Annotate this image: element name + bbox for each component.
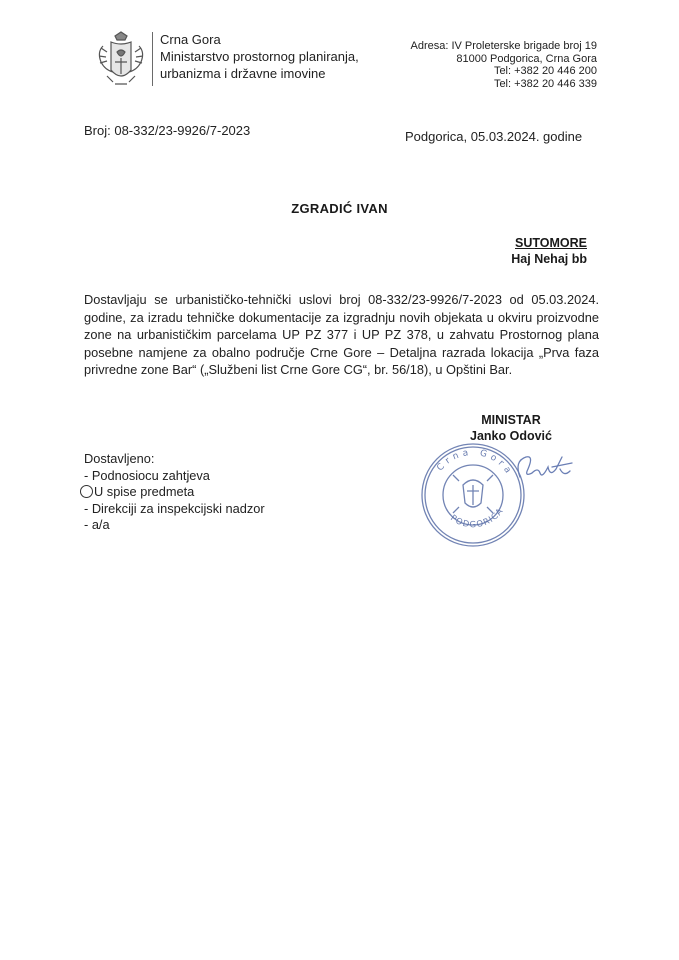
svg-text:Crna Gora — [435, 448, 514, 479]
ministry-name — [160, 31, 359, 82]
body-paragraph: Dostavljaju se urbanističko-tehnički uslovi broj 08-332/23-9926/7-2023 od 05.03.2024. godine, za izradu tehničke dokumentacije za izgradnju novih objekata u okviru proizvodne zone na urbanističkim parcelama UP PZ 377 i UP PZ 378, u zahvatu Prostornog plana posebne namjene za obalno područje Crne Gore – Detaljna razrada lokacija „Prva faza privredne zone Bar“ („Službeni list Crne Gore CG“, br. 56/18), u Opštini Bar. — [84, 292, 599, 377]
ministry-title-line1: Ministarstvo prostornog planiranja, — [160, 49, 359, 64]
ministry-country: Crna Gora — [160, 32, 221, 47]
handwritten-signature — [506, 447, 576, 493]
address-phone-2: Tel: +382 20 446 339 — [493, 77, 597, 90]
distribution-item — [84, 484, 265, 501]
signer-block — [470, 412, 552, 444]
address-phone-1: Tel: +382 20 446 200 — [493, 65, 597, 77]
signer-title: MINISTAR — [481, 413, 541, 427]
ministry-address — [411, 40, 598, 90]
distribution-heading: Dostavljeno: — [84, 451, 155, 466]
recipient-street: Haj Nehaj bb — [511, 252, 587, 266]
recipient-address — [511, 235, 587, 267]
circle-mark-icon — [80, 485, 93, 498]
recipient-name: ZGRADIĆ IVAN — [291, 201, 388, 216]
coat-of-arms-icon — [93, 30, 149, 92]
stamp-outer-text: Crna Gora — [435, 447, 515, 479]
document-date: Podgorica, 05.03.2024. godine — [405, 129, 583, 144]
header-divider — [152, 32, 153, 86]
distribution-item: - a/a — [84, 517, 110, 532]
distribution-item: - Direkciji za inspekcijski nadzor — [84, 500, 265, 516]
signer-name: Janko Odović — [470, 429, 552, 443]
address-city: 81000 Podgorica, Crna Gora — [456, 52, 597, 65]
distribution-list — [84, 451, 265, 534]
distribution-item-label: U spise predmeta — [94, 484, 195, 499]
ministry-title-line2: urbanizma i državne imovine — [160, 66, 326, 81]
stamp-city: PODGORICA — [448, 506, 506, 531]
recipient-city: SUTOMORE — [515, 236, 587, 250]
address-street: Adresa: IV Proleterske brigade broj 19 — [410, 40, 597, 52]
distribution-item: - Podnosiocu zahtjeva — [84, 467, 210, 483]
reference-number: Broj: 08-332/23-9926/7-2023 — [84, 123, 251, 138]
